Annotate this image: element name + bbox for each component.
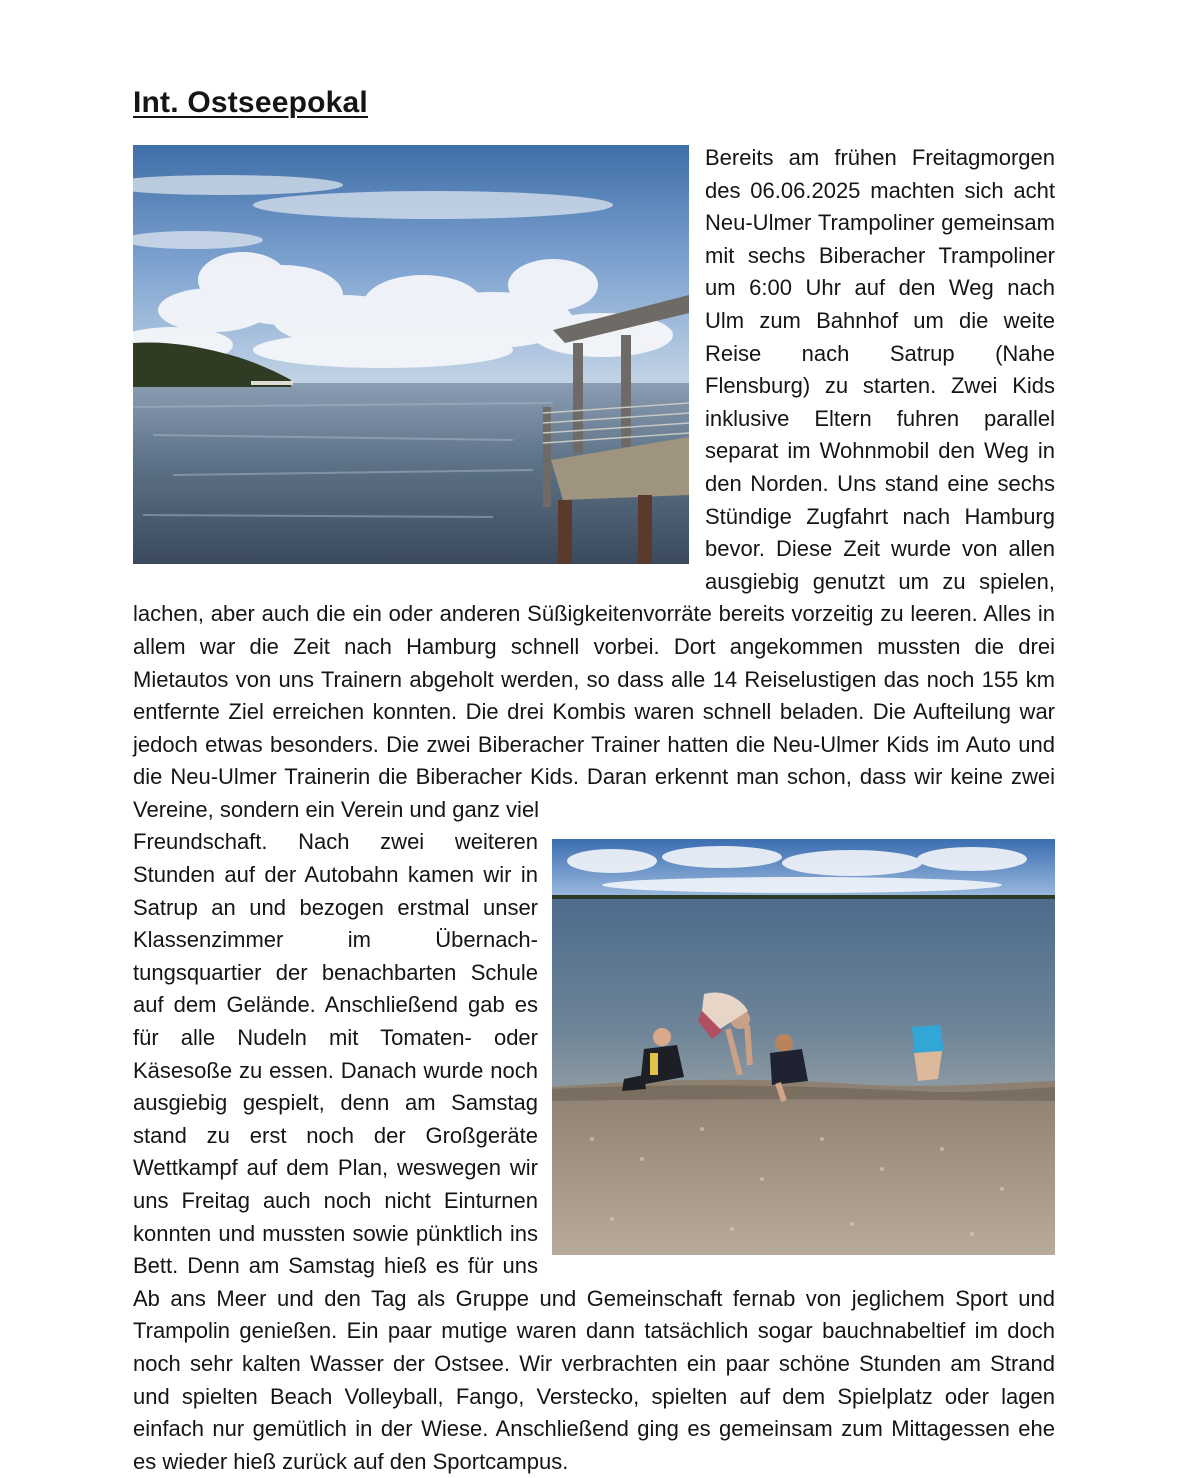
beach-kids-photo xyxy=(552,839,1055,1255)
paragraph-2: Freundschaft. Nach zwei weiteren Stunden auf der Autobahn kamen wir in Satrup an und bezogen erstmal unser Klassenzimmer im Übernachtungsquartier der benachbarten Schule auf dem Gelände. Anschließend gab es für alle Nudeln mit Tomaten- oder Käsesoße zu essen. Danach wurde noch ausgiebig gespielt, denn am Samstag stand zu erst noch der Großgeräte Wettkampf auf dem Plan, weswegen wir uns Freitag auch noch nicht Einturnen konnten und mussten sowie pünktlich ins Bett. Denn am Samstag hieß es für uns Ab ans Meer und den Tag als Gruppe und Gemeinschaft fernab von jeglichem Sport und Trampolin genießen. Ein paar mutige waren dann tatsächlich sogar bauchnabeltief im doch noch sehr kalten Wasser der Ostsee. Wir verbrachten ein paar schöne Stunden am Strand und spielten Beach Volleyball, Fango, Versteckо, spielten auf dem Spielplatz oder lagen einfach nur gemütlich in der Wiese. Anschließend ging es gemeinsam zum Mittagessen ehe es wieder hieß zurück auf den Sportcampus. xyxy=(133,829,1055,1474)
paragraph-1: Bereits am frühen Freitagmorgen des 06.06.2025 machten sich acht Neu-Ulmer Trampoliner gemeinsam mit sechs Biberacher Trampoliner um 6:00 Uhr auf den Weg nach Ulm zum Bahnhof um die weite Reise nach Satrup (Nahe Flensburg) zu starten. Zwei Kids inklusive Eltern fuhren parallel separat im Wohnmobil den Weg in den Norden. Uns stand eine sechs Stündige Zugfahrt nach Hamburg bevor. Diese Zeit wurde von allen ausgiebig genutzt um zu spielen, lachen, aber auch die ein oder anderen Süßigkeitenvorräte bereits vorzeitig zu leeren. Alles in allem war die Zeit nach Hamburg schnell vorbei. Dort angekommen mussten die drei Mietautos von uns Trainern abgeholt werden, so dass alle 14 Reiselustigen das noch 155 km entfernte Ziel erreichen konnten. Die drei Kombis waren schnell beladen. Die Aufteilung war jedoch etwas besonders. Die zwei Biberacher Trainer hatten die Neu-Ulmer Kids im Auto und die Neu-Ulmer Trainerin die Biberacher Kids. Daran erkennt man schon, dass wir keine zwei Vereine, sondern ein Verein und ganz viel xyxy=(133,145,1055,822)
lake-pier-photo xyxy=(133,145,689,564)
article-title: Int. Ostseepokal xyxy=(133,86,368,119)
article-body xyxy=(133,142,1055,1478)
